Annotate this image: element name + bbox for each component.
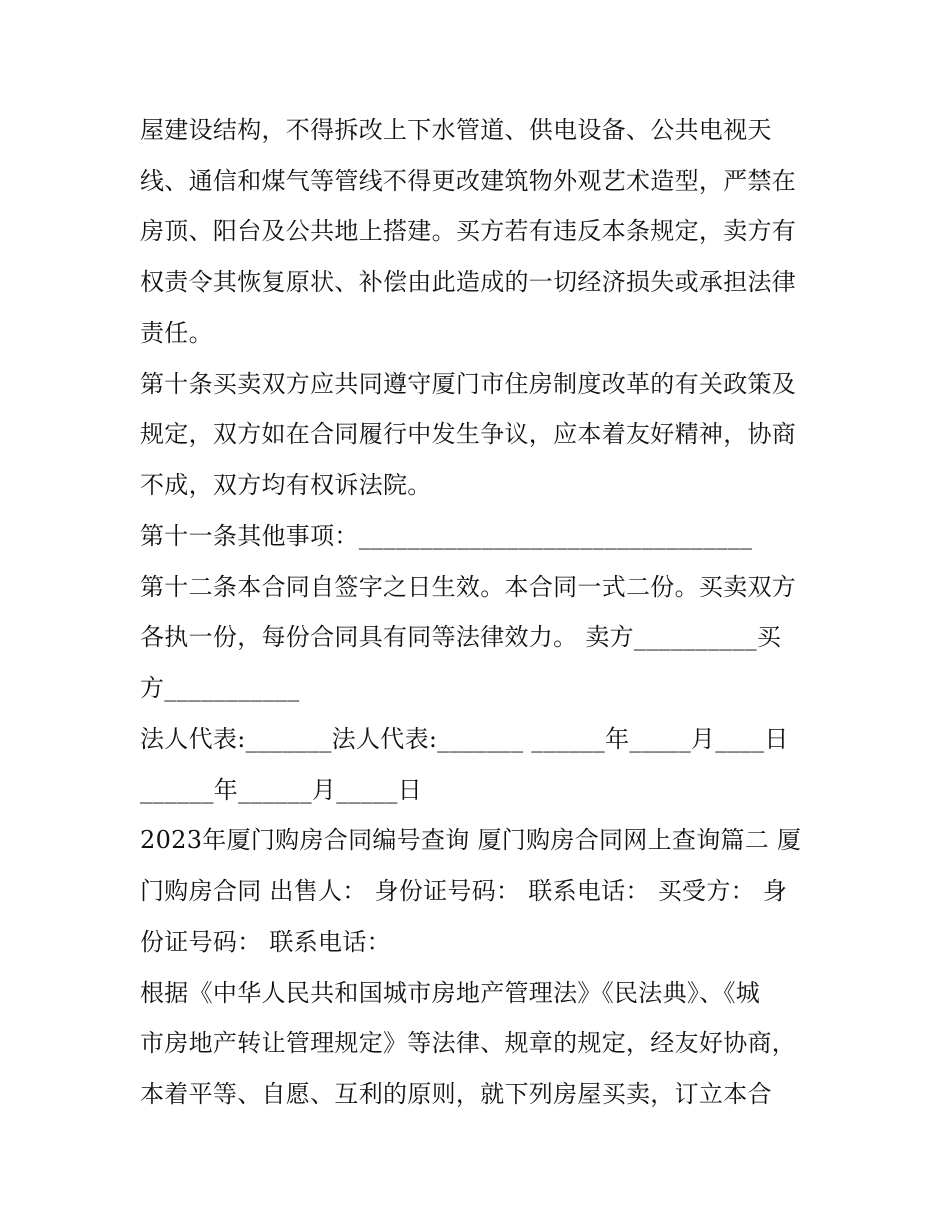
text-line: 法人代表:_______法人代表:_______ ______年_____月____日 bbox=[140, 725, 789, 753]
text-line: 第十二条本合同自签字之日生效。本合同一式二份。买卖双方 bbox=[140, 573, 797, 601]
text-line: 市房地产转让管理规定》等法律、规章的规定，经友好协商， bbox=[140, 1029, 797, 1057]
text-line: 不成，双方均有权诉法院。 bbox=[140, 471, 432, 499]
text-line: 本着平等、自愿、互利的原则，就下列房屋买卖，订立本合 bbox=[140, 1080, 772, 1108]
text-line: 方___________ bbox=[140, 674, 300, 702]
text-line: 屋建设结构，不得拆改上下水管道、供电设备、公共电视天 bbox=[140, 116, 772, 144]
text-line: 各执一份，每份合同具有同等法律效力。 卖方__________买 bbox=[140, 623, 782, 651]
text-line: ______年______月_____日 bbox=[140, 776, 422, 804]
text-line: 根据《中华人民共和国城市房地产管理法》《民法典》、《城 bbox=[140, 979, 761, 1007]
text-line: 权责令其恢复原状、补偿由此造成的一切经济损失或承担法律 bbox=[140, 268, 797, 296]
text-line: 2023年厦门购房合同编号查询 厦门购房合同网上查询篇二 厦 bbox=[140, 826, 802, 854]
text-line: 第十一条其他事项：________________________________ bbox=[140, 522, 753, 550]
text-line: 第十条买卖双方应共同遵守厦门市住房制度改革的有关政策及 bbox=[140, 370, 797, 398]
text-line: 门购房合同 出售人： 身份证号码： 联系电话： 买受方： 身 bbox=[140, 877, 788, 905]
text-line: 责任。 bbox=[140, 319, 213, 347]
text-line: 规定，双方如在合同履行中发生争议，应本着友好精神，协商 bbox=[140, 420, 797, 448]
text-line: 份证号码： 联系电话： bbox=[140, 928, 391, 956]
text-line: 线、通信和煤气等管线不得更改建筑物外观艺术造型，严禁在 bbox=[140, 167, 797, 195]
text-line: 房顶、阳台及公共地上搭建。买方若有违反本条规定，卖方有 bbox=[140, 217, 797, 245]
